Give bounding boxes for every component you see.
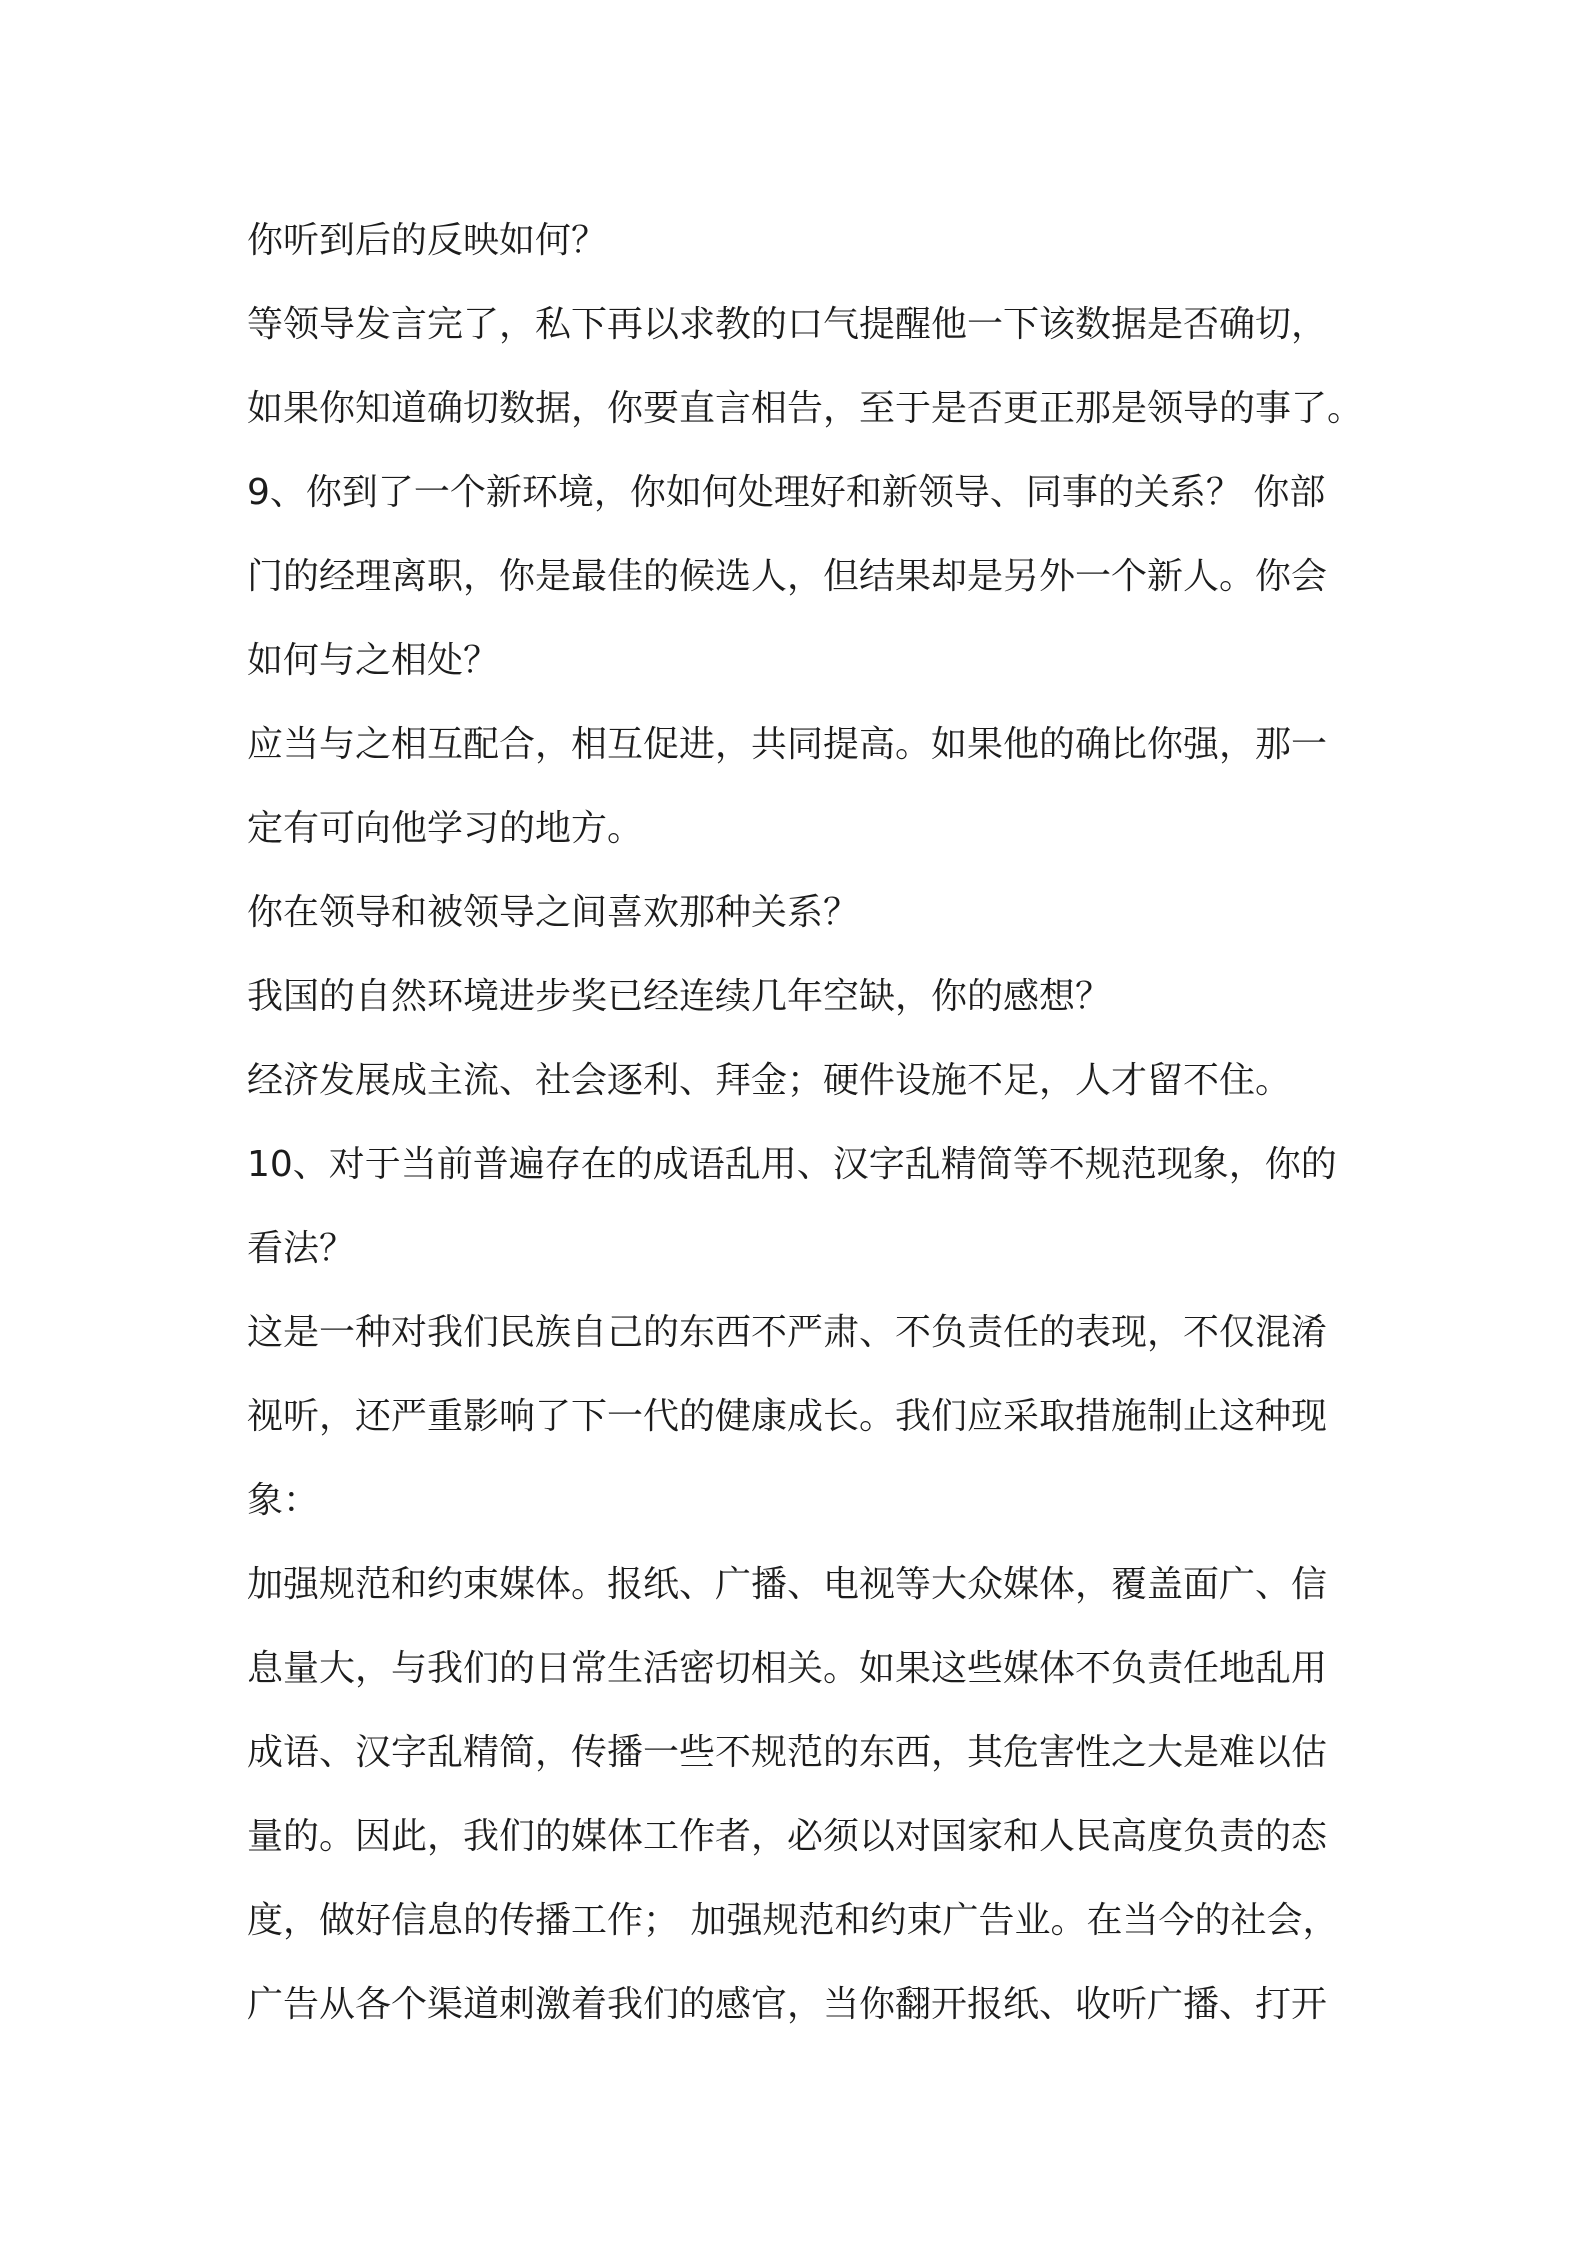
text-line: 象： (247, 1480, 320, 1521)
text-line: 如果你知道确切数据，你要直言相告，至于是否更正那是领导的事了。 (247, 388, 1364, 429)
text-line: 视听，还严重影响了下一代的健康成长。我们应采取措施制止这种现 (247, 1396, 1328, 1437)
text-line: 10、对于当前普遍存在的成语乱用、汉字乱精简等不规范现象，你的 (247, 1144, 1337, 1185)
text-line: 看法？ (247, 1228, 356, 1269)
text-line: 这是一种对我们民族自己的东西不严肃、不负责任的表现，不仅混淆 (247, 1312, 1328, 1353)
text-line: 加强规范和约束媒体。报纸、广播、电视等大众媒体，覆盖面广、信 (247, 1564, 1328, 1605)
text-line: 度，做好信息的传播工作； 加强规范和约束广告业。在当今的社会， (247, 1900, 1339, 1941)
body-text (247, 211, 1367, 2059)
text-line: 定有可向他学习的地方。 (247, 808, 644, 849)
text-line: 成语、汉字乱精简，传播一些不规范的东西，其危害性之大是难以估 (247, 1732, 1328, 1773)
text-line: 等领导发言完了，私下再以求教的口气提醒他一下该数据是否确切， (247, 304, 1328, 345)
text-line: 你在领导和被领导之间喜欢那种关系？ (247, 892, 860, 933)
text-line: 量的。因此，我们的媒体工作者，必须以对国家和人民高度负责的态 (247, 1816, 1328, 1857)
text-line: 你听到后的反映如何？ (247, 220, 608, 261)
text-line: 应当与之相互配合，相互促进，共同提高。如果他的确比你强，那一 (247, 724, 1328, 765)
text-line: 9、你到了一个新环境，你如何处理好和新领导、同事的关系？ 你部 (247, 472, 1326, 513)
text-line: 如何与之相处？ (247, 640, 500, 681)
text-line: 息量大，与我们的日常生活密切相关。如果这些媒体不负责任地乱用 (247, 1648, 1328, 1689)
text-line: 广告从各个渠道刺激着我们的感官，当你翻开报纸、收听广播、打开 (247, 1984, 1328, 2025)
text-line: 门的经理离职，你是最佳的候选人，但结果却是另外一个新人。你会 (247, 556, 1328, 597)
text-line: 我国的自然环境进步奖已经连续几年空缺，你的感想？ (247, 976, 1112, 1017)
text-line: 经济发展成主流、社会逐利、拜金；硬件设施不足，人才留不住。 (247, 1060, 1292, 1101)
